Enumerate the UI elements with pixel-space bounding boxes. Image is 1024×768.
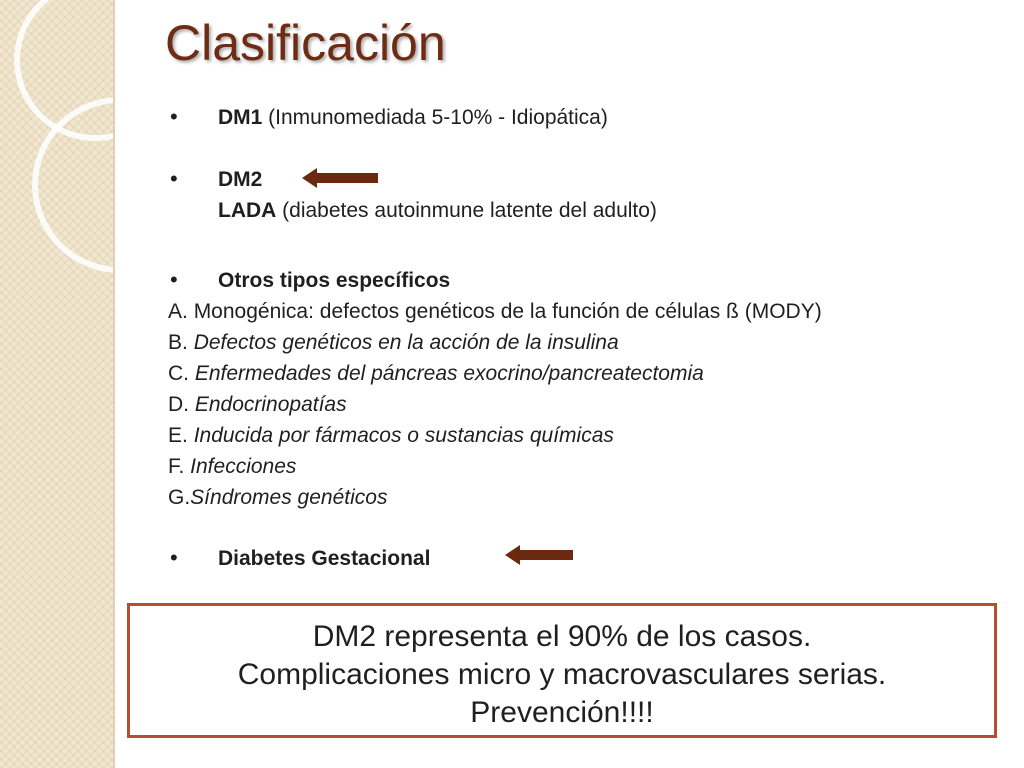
subitem-b: B. Defectos genéticos en la acción de la insulina bbox=[168, 331, 619, 354]
item-dm2: DM2 bbox=[218, 168, 263, 191]
summary-line-1: DM2 representa el 90% de los casos. bbox=[312, 620, 812, 653]
subitem-f: F. Infecciones bbox=[168, 455, 297, 478]
summary-line-2: Complicaciones micro y macrovasculares serias. bbox=[237, 658, 887, 691]
slide-title: Clasificación bbox=[165, 15, 446, 71]
item-lada: LADA (diabetes autoinmune latente del adulto) bbox=[218, 199, 657, 222]
bullet-icon: • bbox=[170, 166, 178, 191]
sidebar-divider bbox=[113, 0, 115, 768]
left-arrow-icon bbox=[505, 545, 577, 567]
item-diabetes-gestacional: Diabetes Gestacional bbox=[218, 547, 431, 570]
summary-box bbox=[127, 603, 997, 738]
bullet-icon: • bbox=[170, 104, 178, 129]
left-arrow-icon bbox=[302, 168, 382, 190]
subitem-e: E. Inducida por fármacos o sustancias químicas bbox=[168, 424, 614, 447]
subitem-a: A. Monogénica: defectos genéticos de la función de células ß (MODY) bbox=[168, 300, 822, 323]
subitem-d: D. Endocrinopatías bbox=[168, 393, 347, 416]
subitem-c: C. Enfermedades del páncreas exocrino/pancreatectomia bbox=[168, 362, 704, 385]
item-otros-tipos: Otros tipos específicos bbox=[218, 269, 451, 292]
bullet-icon: • bbox=[170, 267, 178, 292]
bullet-icon: • bbox=[170, 545, 178, 570]
decorative-circles bbox=[0, 0, 113, 768]
summary-line-3: Prevención!!!! bbox=[470, 696, 654, 729]
item-dm1: DM1 (Inmunomediada 5-10% - Idiopática) bbox=[218, 106, 608, 129]
decorative-sidebar bbox=[0, 0, 113, 768]
subitem-g: G.Síndromes genéticos bbox=[168, 486, 388, 509]
